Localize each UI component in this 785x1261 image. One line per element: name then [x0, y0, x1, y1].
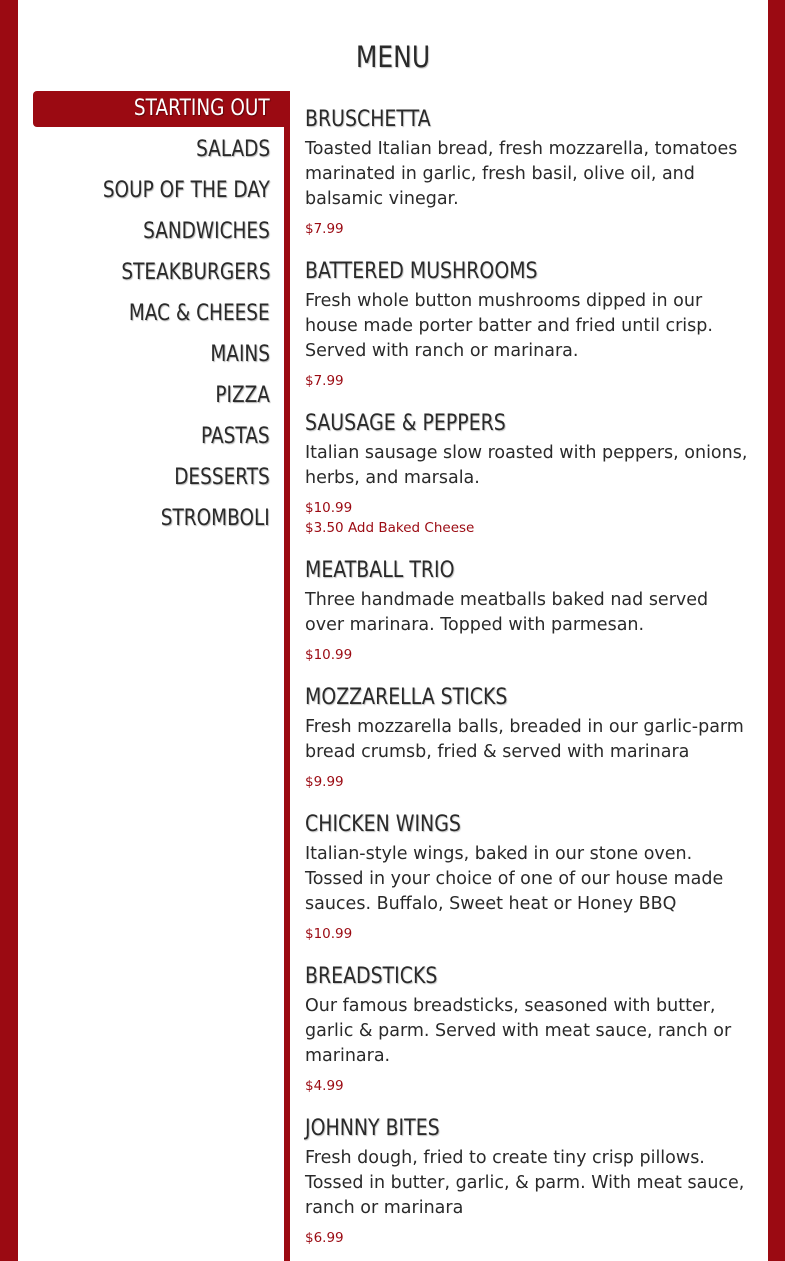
menu-item-price: $10.99: [305, 926, 353, 942]
menu-item-price: $4.99: [305, 1078, 344, 1094]
menu-item-price: $7.99: [305, 221, 344, 237]
category-sidebar: [33, 91, 290, 542]
menu-item-description: Italian-style wings, baked in our stone oven. Tossed in your choice of one of our house made sauces. Buffalo, Sweet heat or Honey BBQ: [305, 844, 724, 914]
menu-item-description: Italian sausage slow roasted with peppers, onions, herbs, and marsala.: [305, 443, 748, 488]
menu-item: [305, 104, 750, 239]
menu-item: [305, 408, 750, 538]
sidebar-item-soup-of-the-day[interactable]: [33, 173, 290, 209]
sidebar-item-pizza[interactable]: [33, 378, 290, 414]
menu-item-description: Fresh mozzarella balls, breaded in our garlic-parm bread crumsb, fried & served with marinara: [305, 717, 744, 762]
menu-item-name: BREADSTICKS: [305, 964, 438, 989]
menu-item-description: Toasted Italian bread, fresh mozzarella, tomatoes marinated in garlic, fresh basil, olive oil, and balsamic vinegar.: [305, 139, 738, 209]
sidebar-item-label: STEAKBURGERS: [120, 260, 270, 285]
sidebar-item-desserts[interactable]: [33, 460, 290, 496]
sidebar-item-starting-out[interactable]: [33, 91, 290, 127]
menu-item: [305, 256, 750, 391]
sidebar-item-label: MAC & CHEESE: [129, 301, 270, 326]
menu-items-list: [305, 104, 750, 1261]
sidebar-item-mains[interactable]: [33, 337, 290, 373]
sidebar-item-steakburgers[interactable]: [33, 255, 290, 291]
menu-item: [305, 555, 750, 665]
sidebar-item-label: STROMBOLI: [160, 506, 270, 531]
menu-item-price: $10.99: [305, 500, 353, 516]
menu-item-price: $7.99: [305, 373, 344, 389]
menu-item-description: Our famous breadsticks, seasoned with butter, garlic & parm. Served with meat sauce, ranch or marinara.: [305, 996, 732, 1066]
menu-item-description: Fresh dough, fried to create tiny crisp pillows. Tossed in butter, garlic, & parm. With meat sauce, ranch or marinara: [305, 1148, 745, 1218]
menu-item: [305, 682, 750, 792]
sidebar-item-label: SOUP OF THE DAY: [102, 178, 270, 203]
sidebar-item-label: MAINS: [210, 342, 270, 367]
menu-item-description: Three handmade meatballs baked nad served over marinara. Topped with parmesan.: [305, 590, 709, 635]
sidebar-item-label: PIZZA: [215, 383, 270, 408]
menu-item-name: MOZZARELLA STICKS: [305, 685, 508, 710]
menu-item-name: BATTERED MUSHROOMS: [305, 259, 538, 284]
menu-item: [305, 961, 750, 1096]
sidebar-item-label: PASTAS: [201, 424, 270, 449]
sidebar-item-stromboli[interactable]: [33, 501, 290, 537]
menu-item-name: JOHNNY BITES: [305, 1116, 440, 1141]
sidebar-item-label: DESSERTS: [174, 465, 270, 490]
sidebar-item-sandwiches[interactable]: [33, 214, 290, 250]
menu-item-name: CHICKEN WINGS: [305, 812, 461, 837]
menu-page: [18, 0, 768, 1261]
menu-item-name: BRUSCHETTA: [305, 107, 431, 132]
menu-item-name: SAUSAGE & PEPPERS: [305, 411, 506, 436]
sidebar-item-pastas[interactable]: [33, 419, 290, 455]
menu-item-price: $9.99: [305, 774, 344, 790]
sidebar-item-label: SALADS: [195, 137, 270, 162]
page-title: MENU: [355, 40, 431, 74]
menu-item-price: $10.99: [305, 647, 353, 663]
menu-item-addon: $3.50 Add Baked Cheese: [305, 520, 475, 536]
menu-item-price: $6.99: [305, 1230, 344, 1246]
sidebar-item-label: SANDWICHES: [143, 219, 270, 244]
sidebar-item-mac-and-cheese[interactable]: [33, 296, 290, 332]
menu-item-name: MEATBALL TRIO: [305, 558, 455, 583]
menu-item: [305, 809, 750, 944]
sidebar-item-label: STARTING OUT: [134, 96, 270, 121]
menu-item-description: Fresh whole button mushrooms dipped in our house made porter batter and fried until crisp. Served with ranch or marinara.: [305, 291, 713, 361]
menu-item: [305, 1113, 750, 1248]
sidebar-item-salads[interactable]: [33, 132, 290, 168]
